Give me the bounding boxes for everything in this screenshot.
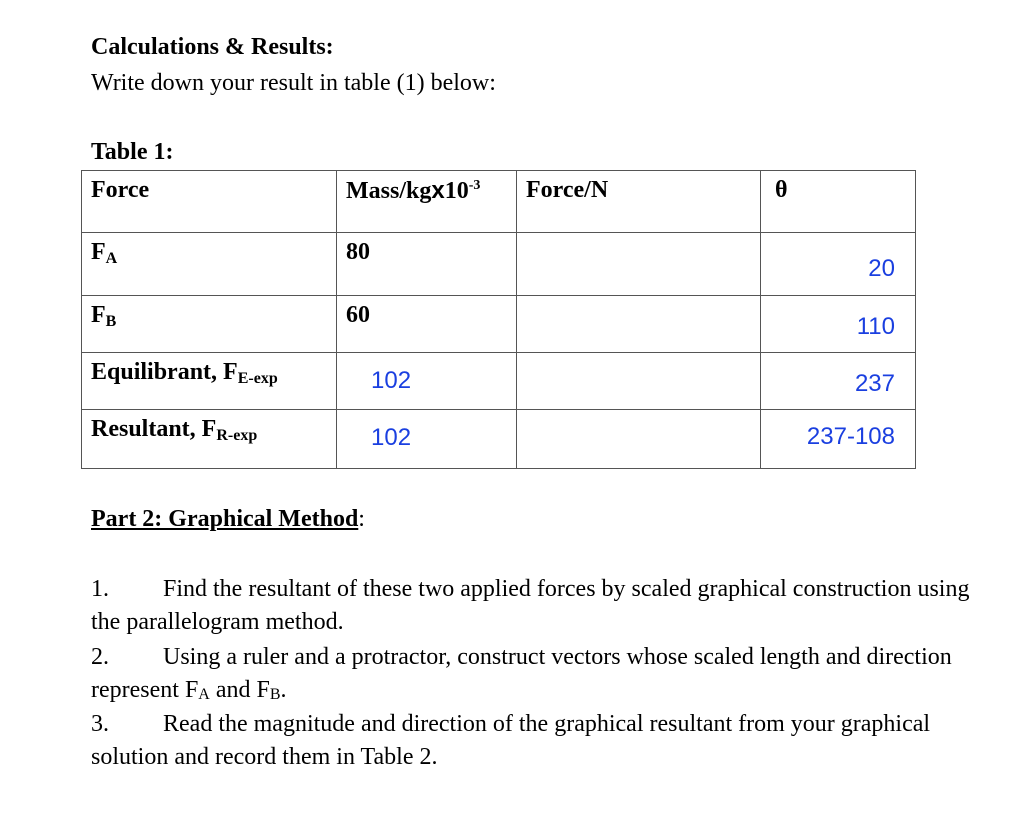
intro-text: Write down your result in table (1) below: — [91, 70, 496, 96]
theta-cell — [761, 353, 916, 410]
section-heading: Calculations & Results: — [91, 34, 334, 60]
row-label: FB — [82, 296, 337, 353]
theta-cell — [761, 410, 916, 469]
table-row — [82, 296, 916, 353]
theta-cell — [761, 296, 916, 353]
force-cell — [517, 296, 761, 353]
handwritten-value: 102 — [371, 367, 412, 394]
header-mass: Mass/$kgx10^{-3}$ — [337, 171, 517, 233]
mass-cell — [337, 410, 517, 469]
row-label: Resultant, FR-exp — [82, 410, 337, 469]
row-label: FA — [82, 233, 337, 296]
table-row — [82, 233, 916, 296]
results-table — [81, 170, 916, 469]
theta-cell — [761, 233, 916, 296]
handwritten-value: 110 — [856, 313, 895, 340]
row-label: Equilibrant, FE-exp — [82, 353, 337, 410]
mass-cell: 60 — [337, 296, 517, 353]
table-row — [82, 410, 916, 469]
instruction-step: 2. Using a ruler and a protractor, construct vectors whose scaled length and direction represent FA and FB. — [91, 644, 952, 703]
mass-cell — [337, 353, 517, 410]
handwritten-value: 102 — [371, 424, 412, 451]
mass-cell: 80 — [337, 233, 517, 296]
force-cell — [517, 410, 761, 469]
force-cell — [517, 233, 761, 296]
table-row — [82, 353, 916, 410]
table-caption: Table 1: — [91, 139, 174, 165]
header-force-n: Force/N — [517, 171, 761, 233]
force-cell — [517, 353, 761, 410]
handwritten-value: 237 — [854, 370, 895, 397]
part2-heading: Part 2: Graphical Method: — [91, 506, 365, 532]
header-theta: θ — [761, 171, 916, 233]
handwritten-value: 237-108 — [806, 423, 895, 450]
instruction-step: 1. Find the resultant of these two applied forces by scaled graphical construction using the parallelogram method. — [91, 576, 970, 635]
instruction-step: 3. Read the magnitude and direction of the graphical resultant from your graphical solution and record them in Table 2. — [91, 711, 931, 770]
handwritten-value: 20 — [868, 255, 895, 282]
times-symbol: x — [431, 177, 445, 204]
table-header-row — [82, 171, 916, 233]
header-force: Force — [82, 171, 337, 233]
